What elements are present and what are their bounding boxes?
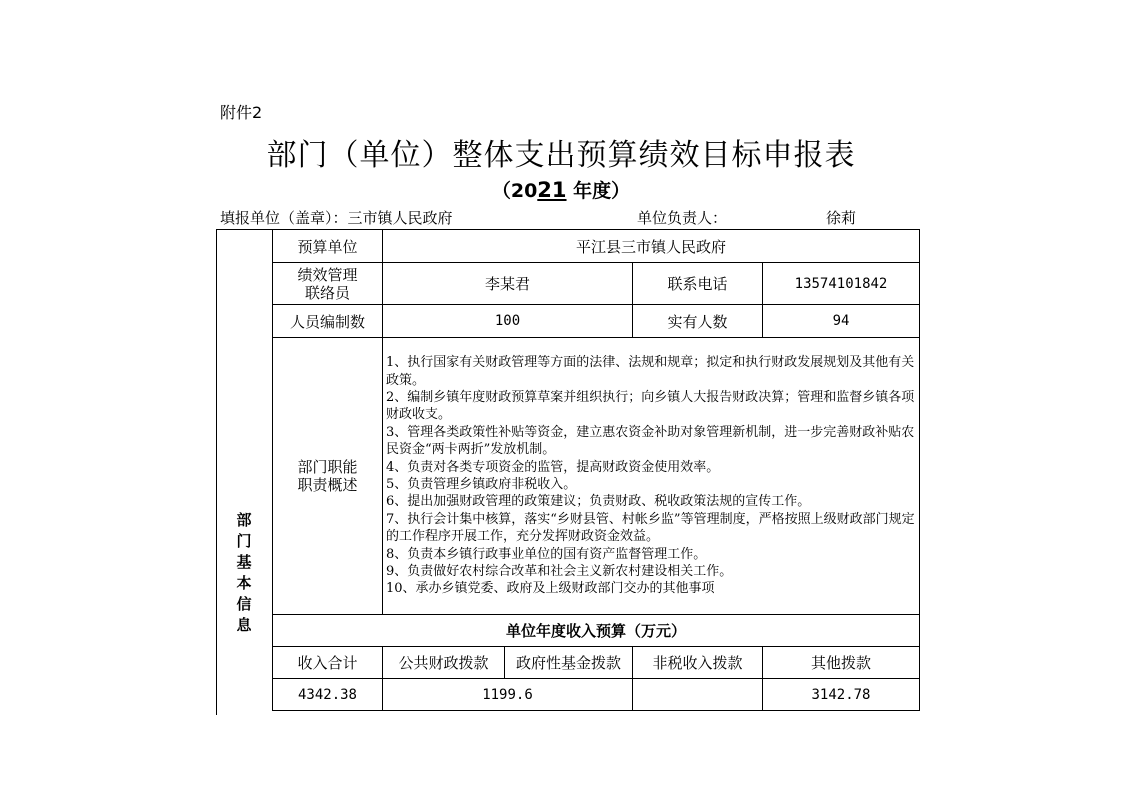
duty-item: 10、承办乡镇党委、政府及上级财政部门交办的其他事项	[386, 581, 715, 597]
responsible-label: 单位负责人：	[637, 209, 728, 227]
income-total: 4342.38	[273, 679, 383, 711]
side-char: 基	[236, 553, 252, 571]
side-border	[216, 229, 217, 715]
duty-description	[383, 338, 920, 615]
contact-label: 绩效管理 联络员	[273, 263, 383, 305]
phone-value: 13574101842	[763, 263, 920, 305]
duty-item: 7、执行会计集中核算，落实“乡财县管、村帐乡监”等管理制度，严格按照上级财政部门规定的工作程序开展工作，充分发挥财政资金效益。	[386, 511, 915, 545]
income-header: 非税收入拨款	[633, 647, 763, 679]
phone-label: 联系电话	[633, 263, 763, 305]
staff-label: 人员编制数	[273, 305, 383, 338]
responsible-name: 徐莉	[826, 209, 857, 227]
side-char: 门	[236, 532, 252, 550]
side-char: 本	[236, 574, 252, 592]
income-header: 收入合计	[273, 647, 383, 679]
duty-label: 部门职能 职责概述	[273, 338, 383, 615]
duty-item: 3、管理各类政策性补贴等资金，建立惠农资金补助对象管理新机制，进一步完善财政补贴农民资金“两卡两折”发放机制。	[386, 424, 915, 458]
income-header: 公共财政拨款	[383, 647, 505, 679]
budget-unit-value: 平江县三市镇人民政府	[383, 230, 920, 263]
fill-unit: 填报单位（盖章）：三市镇人民政府	[220, 209, 453, 227]
contact-name: 李某君	[383, 263, 633, 305]
actual-value: 94	[763, 305, 920, 338]
income-public-finance: 1199.6	[383, 679, 633, 711]
staff-value: 100	[383, 305, 633, 338]
year-open: （20	[491, 180, 538, 202]
income-nontax	[633, 679, 763, 711]
duty-item: 1、执行国家有关财政管理等方面的法律、法规和规章；拟定和执行财政发展规划及其他有关政策。	[386, 355, 915, 388]
actual-label: 实有人数	[633, 305, 763, 338]
table-row	[273, 338, 920, 615]
page-title: 部门（单位）整体支出预算绩效目标申报表	[266, 138, 856, 173]
table-row	[273, 679, 920, 711]
side-top-border	[216, 229, 272, 230]
side-char: 信	[236, 595, 252, 613]
budget-table	[272, 229, 920, 711]
income-other: 3142.78	[763, 679, 920, 711]
duty-item: 9、负责做好农村综合改革和社会主义新农村建设相关工作。	[386, 564, 733, 580]
income-section-title: 单位年度收入预算（万元）	[273, 615, 920, 647]
side-char: 息	[236, 616, 252, 634]
year-number: 21	[537, 178, 567, 202]
duty-item: 5、负责管理乡镇政府非税收入。	[386, 477, 577, 492]
attachment-label: 附件2	[220, 103, 263, 122]
year-close: 年度）	[566, 180, 631, 202]
duty-item: 2、编制乡镇年度财政预算草案并组织执行；向乡镇人大报告财政决算；管理和监督乡镇各项财政收支。	[386, 389, 915, 423]
section-side-label	[232, 510, 256, 636]
table-row	[273, 615, 920, 647]
income-header: 其他拨款	[763, 647, 920, 679]
side-char: 部	[236, 511, 252, 529]
table-row	[273, 305, 920, 338]
duty-item: 8、负责本乡镇行政事业单位的国有资产监督管理工作。	[386, 546, 707, 562]
budget-unit-label: 预算单位	[273, 230, 383, 263]
income-header: 政府性基金拨款	[505, 647, 633, 679]
table-row	[273, 647, 920, 679]
table-row	[273, 230, 920, 263]
duty-item: 6、提出加强财政管理的政策建议；负责财政、税收政策法规的宣传工作。	[386, 494, 811, 510]
year-line	[0, 176, 1122, 203]
duty-item: 4、负责对各类专项资金的监管，提高财政资金使用效率。	[386, 459, 720, 475]
table-row	[273, 263, 920, 305]
